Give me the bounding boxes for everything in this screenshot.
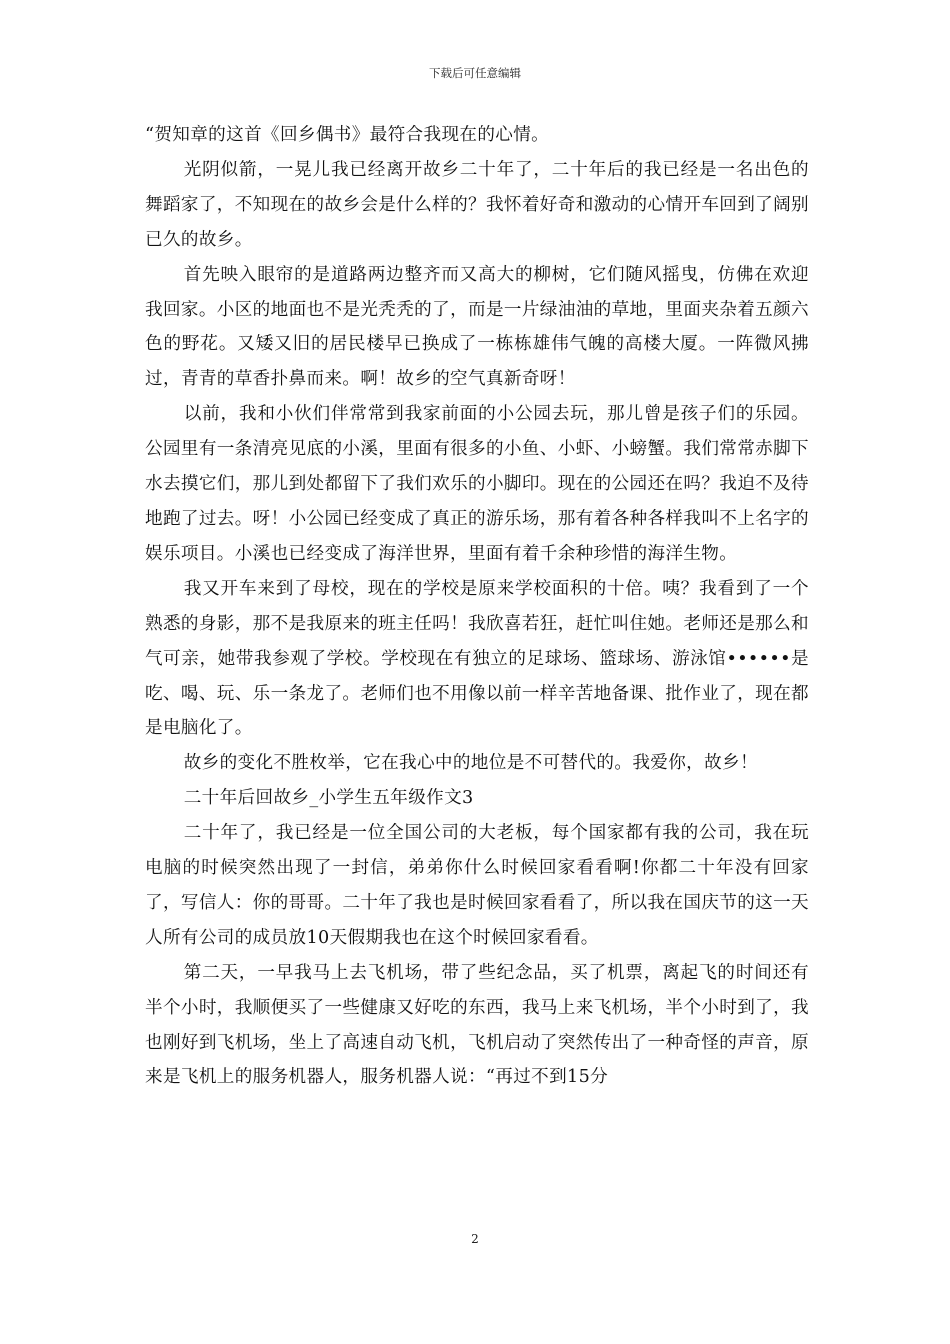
paragraph-4: 以前，我和小伙们伴常常到我家前面的小公园去玩，那儿曾是孩子们的乐园。公园里有一条清亮见底的小溪，里面有很多的小鱼、小虾、小螃蟹。我们常常赤脚下水去摸它们，那儿到处都留下了我们欢乐的小脚印。现在的公园还在吗？我迫不及待地跑了过去。呀！小公园已经变成了真正的游乐场，那有着各种各样我叫不上名字的娱乐项目。小溪也已经变成了海洋世界，里面有着千余种珍惜的海洋生物。 — [145, 404, 809, 564]
section-title: 二十年后回故乡_小学生五年级作文3 — [183, 788, 474, 809]
paragraph-6: 故乡的变化不胜枚举，它在我心中的地位是不可替代的。我爱你，故乡！ — [183, 753, 758, 774]
paragraph-1: “贺知章的这首《回乡偶书》最符合我现在的心情。 — [145, 125, 550, 145]
page-header: 下载后可任意编辑 — [429, 66, 521, 80]
document-body — [145, 118, 809, 1095]
paragraph-3: 首先映入眼帘的是道路两边整齐而又高大的柳树，它们随风摇曳，仿佛在欢迎我回家。小区的地面也不是光秃秃的了，而是一片绿油油的草地，里面夹杂着五颜六色的野花。又矮又旧的居民楼早已换成了一栋栋雄伟气魄的高楼大厦。一阵微风拂过，青青的草香扑鼻而来。啊！故乡的空气真新奇呀！ — [145, 264, 809, 390]
paragraph-5: 我又开车来到了母校，现在的学校是原来学校面积的十倍。咦？我看到了一个熟悉的身影，那不是我原来的班主任吗！我欣喜若狂，赶忙叫住她。老师还是那么和气可亲，她带我参观了学校。学校现在有独立的足球场、篮球场、游泳馆••••••是吃、喝、玩、乐一条龙了。老师们也不用像以前一样辛苦地备课、批作业了，现在都是电脑化了。 — [145, 578, 809, 739]
paragraph-2: 光阴似箭，一晃儿我已经离开故乡二十年了，二十年后的我已经是一名出色的舞蹈家了，不知现在的故乡会是什么样的？我怀着好奇和激动的心情开车回到了阔别已久的故乡。 — [145, 159, 809, 250]
page-number: 2 — [471, 1232, 479, 1246]
paragraph-8: 第二天，一早我马上去飞机场，带了些纪念品，买了机票，离起飞的时间还有半个小时，我顺便买了一些健康又好吃的东西，我马上来飞机场，半个小时到了，我也刚好到飞机场，坐上了高速自动飞机，飞机启动了突然传出了一种奇怪的声音，原来是飞机上的服务机器人，服务机器人说：“再过不到15分 — [145, 962, 809, 1088]
paragraph-7: 二十年了，我已经是一位全国公司的大老板，每个国家都有我的公司，我在玩电脑的时候突然出现了一封信，弟弟你什么时候回家看看啊!你都二十年没有回家了，写信人：你的哥哥。二十年了我也是时候回家看看了，所以我在国庆节的这一天人所有公司的成员放10天假期我也在这个时候回家看看。 — [145, 823, 809, 948]
